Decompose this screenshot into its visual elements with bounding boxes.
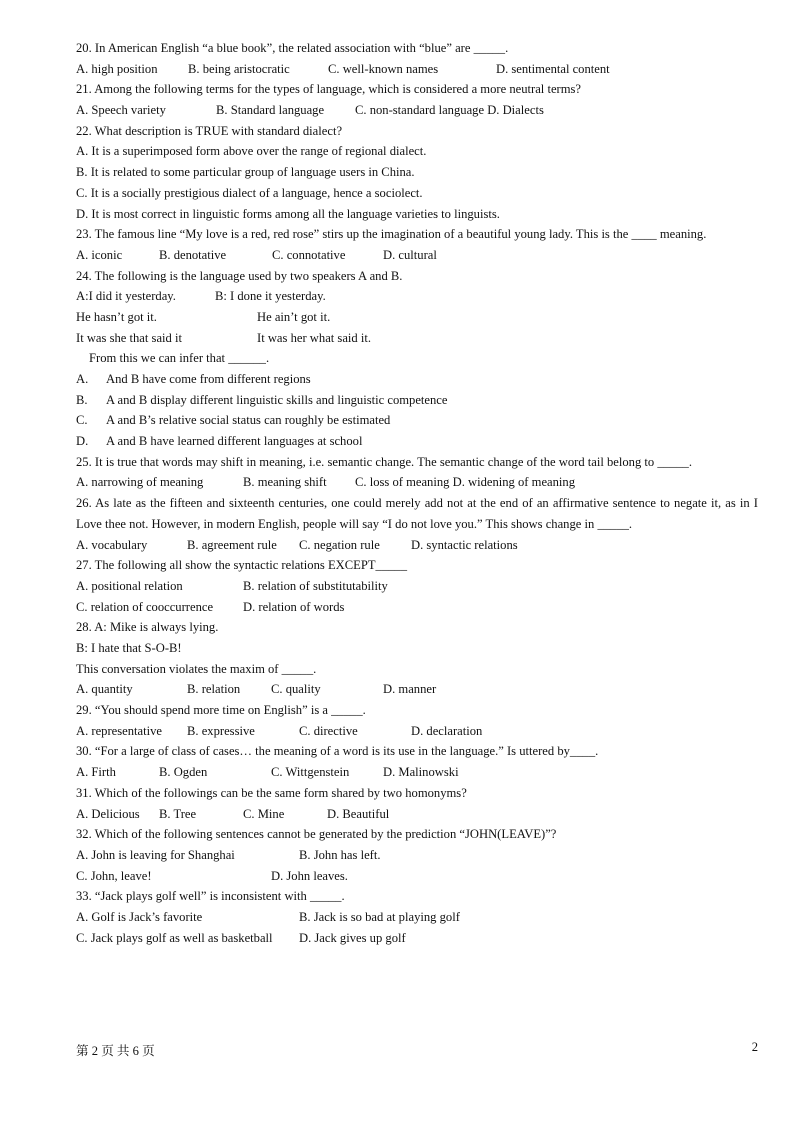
option: B. Ogden xyxy=(159,765,208,780)
option xyxy=(76,431,758,452)
option: D. John leaves. xyxy=(271,868,348,883)
speaker-a-line: It was she that said it xyxy=(76,330,182,345)
option: B. being aristocratic xyxy=(188,61,290,76)
question-stem: 25. It is true that words may shift in meaning, i.e. semantic change. The semantic change of the word tail belong to _____. xyxy=(76,454,693,469)
question-stem: 28. A: Mike is always lying. xyxy=(76,620,219,635)
options-row xyxy=(76,928,758,949)
option: C. well-known names xyxy=(328,61,439,76)
option: A. iconic xyxy=(76,247,123,262)
option: A. high position xyxy=(76,61,158,76)
option: B. Standard language xyxy=(216,103,325,118)
option: D. sentimental content xyxy=(496,61,610,76)
question-prompt: This conversation violates the maxim of _____. xyxy=(76,661,317,676)
option-letter: B. xyxy=(76,392,88,407)
question-stem: 27. The following all show the syntactic relations EXCEPT_____ xyxy=(76,558,408,573)
options-row xyxy=(76,907,758,928)
option: B. John has left. xyxy=(299,847,381,862)
question-stem: 32. Which of the following sentences cannot be generated by the prediction “JOHN(LEAVE)”? xyxy=(76,827,557,842)
option: C. relation of cooccurrence xyxy=(76,599,214,614)
option: A. positional relation xyxy=(76,578,183,593)
options-row xyxy=(76,535,758,556)
option: C. quality xyxy=(271,682,321,697)
speaker-a-line: A:I did it yesterday. xyxy=(76,289,176,304)
dialogue-row xyxy=(76,307,758,328)
option xyxy=(76,410,758,431)
option: C. non-standard language D. Dialects xyxy=(355,103,544,118)
option: B. Jack is so bad at playing golf xyxy=(299,909,460,924)
option: C. connotative xyxy=(272,247,346,262)
option: D. Jack gives up golf xyxy=(299,930,406,945)
speaker-b-line: He ain’t got it. xyxy=(257,309,331,324)
option: B. expressive xyxy=(187,723,255,738)
option: D. declaration xyxy=(411,723,483,738)
option: D. cultural xyxy=(383,247,437,262)
option: A. vocabulary xyxy=(76,537,148,552)
option: C. negation rule xyxy=(299,537,380,552)
page-count-label: 第 2 页 共 6 页 xyxy=(76,1044,155,1058)
speaker-b-line: It was her what said it. xyxy=(257,330,372,345)
option: B. agreement rule xyxy=(187,537,277,552)
option: A. Speech variety xyxy=(76,103,166,118)
option: B. relation of substitutability xyxy=(243,578,388,593)
option: A. Firth xyxy=(76,765,116,780)
options-row xyxy=(76,866,758,887)
option: C. directive xyxy=(299,723,358,738)
speaker-b-line: B: I done it yesterday. xyxy=(215,289,326,304)
option xyxy=(76,369,758,390)
options-row xyxy=(76,245,758,266)
option: B. It is related to some particular group of language users in China. xyxy=(76,165,415,180)
option: C. loss of meaning D. widening of meaning xyxy=(355,475,576,490)
question-stem: 20. In American English “a blue book”, the related association with “blue” are _____. xyxy=(76,41,509,55)
question-stem: 26. As late as the fifteen and sixteenth centuries, one could merely add not at the end of an affirmative sentence to negate it, as in I Love thee not. However, in modern English, people will say “I do not love you.” This shows change in _____. xyxy=(76,496,758,531)
options-row xyxy=(76,100,758,121)
option: A. Golf is Jack’s favorite xyxy=(76,909,203,924)
question-stem: 23. The famous line “My love is a red, red rose” stirs up the imagination of a beautiful young lady. This is the ____ meaning. xyxy=(76,227,707,242)
dialogue-reply: B: I hate that S-O-B! xyxy=(76,641,182,655)
question-stem: 21. Among the following terms for the types of language, which is considered a more neutral terms? xyxy=(76,82,582,97)
option-text: A and B’s relative social status can roughly be estimated xyxy=(106,413,391,428)
question-stem: 33. “Jack plays golf well” is inconsistent with _____. xyxy=(76,889,345,904)
option-letter: D. xyxy=(76,434,89,449)
option: D. Malinowski xyxy=(383,765,459,780)
option: A. narrowing of meaning xyxy=(76,475,204,490)
options-row xyxy=(76,762,758,783)
options-row xyxy=(76,804,758,825)
option: B. relation xyxy=(187,682,241,697)
dialogue-row xyxy=(76,328,758,349)
options-row xyxy=(76,845,758,866)
dialogue-row xyxy=(76,286,758,307)
option: C. John, leave! xyxy=(76,868,152,883)
question-stem: 24. The following is the language used by two speakers A and B. xyxy=(76,268,403,283)
question-prompt: From this we can infer that ______. xyxy=(89,351,270,366)
option: C. Jack plays golf as well as basketball xyxy=(76,930,273,945)
option-letter: C. xyxy=(76,413,88,428)
option: B. Tree xyxy=(159,806,197,821)
question-stem: 22. What description is TRUE with standard dialect? xyxy=(76,123,343,138)
option: A. representative xyxy=(76,723,163,738)
question-stem: 29. “You should spend more time on English” is a _____. xyxy=(76,703,366,718)
option: A. Delicious xyxy=(76,806,140,821)
question-stem: 30. “For a large of class of cases… the meaning of a word is its use in the language.” Is uttered by____. xyxy=(76,744,599,759)
option: A. John is leaving for Shanghai xyxy=(76,847,235,862)
option: C. Mine xyxy=(243,806,285,821)
options-row xyxy=(76,59,758,80)
option: D. relation of words xyxy=(243,599,345,614)
option: A. quantity xyxy=(76,682,133,697)
option: C. It is a socially prestigious dialect of a language, hence a sociolect. xyxy=(76,185,423,200)
option: B. meaning shift xyxy=(243,475,327,490)
option: D. syntactic relations xyxy=(411,537,518,552)
option xyxy=(76,390,758,411)
options-row xyxy=(76,472,758,493)
question-stem: 31. Which of the followings can be the same form shared by two homonyms? xyxy=(76,785,467,800)
options-row xyxy=(76,721,758,742)
speaker-a-line: He hasn’t got it. xyxy=(76,309,157,324)
option: D. Beautiful xyxy=(327,806,390,821)
option: C. Wittgenstein xyxy=(271,765,350,780)
option: D. It is most correct in linguistic forms among all the language varieties to linguists. xyxy=(76,206,500,221)
option: D. manner xyxy=(383,682,437,697)
options-row xyxy=(76,576,758,597)
options-row xyxy=(76,679,758,700)
options-row xyxy=(76,597,758,618)
option-text: A and B have learned different languages at school xyxy=(106,434,363,449)
document-page xyxy=(76,38,758,948)
option-text: A and B display different linguistic skills and linguistic competence xyxy=(106,392,448,407)
option-text: And B have come from different regions xyxy=(106,372,311,387)
option: A. It is a superimposed form above over the range of regional dialect. xyxy=(76,144,427,159)
page-number: 2 xyxy=(751,1040,758,1054)
option: B. denotative xyxy=(159,247,227,262)
option-letter: A. xyxy=(76,372,89,387)
